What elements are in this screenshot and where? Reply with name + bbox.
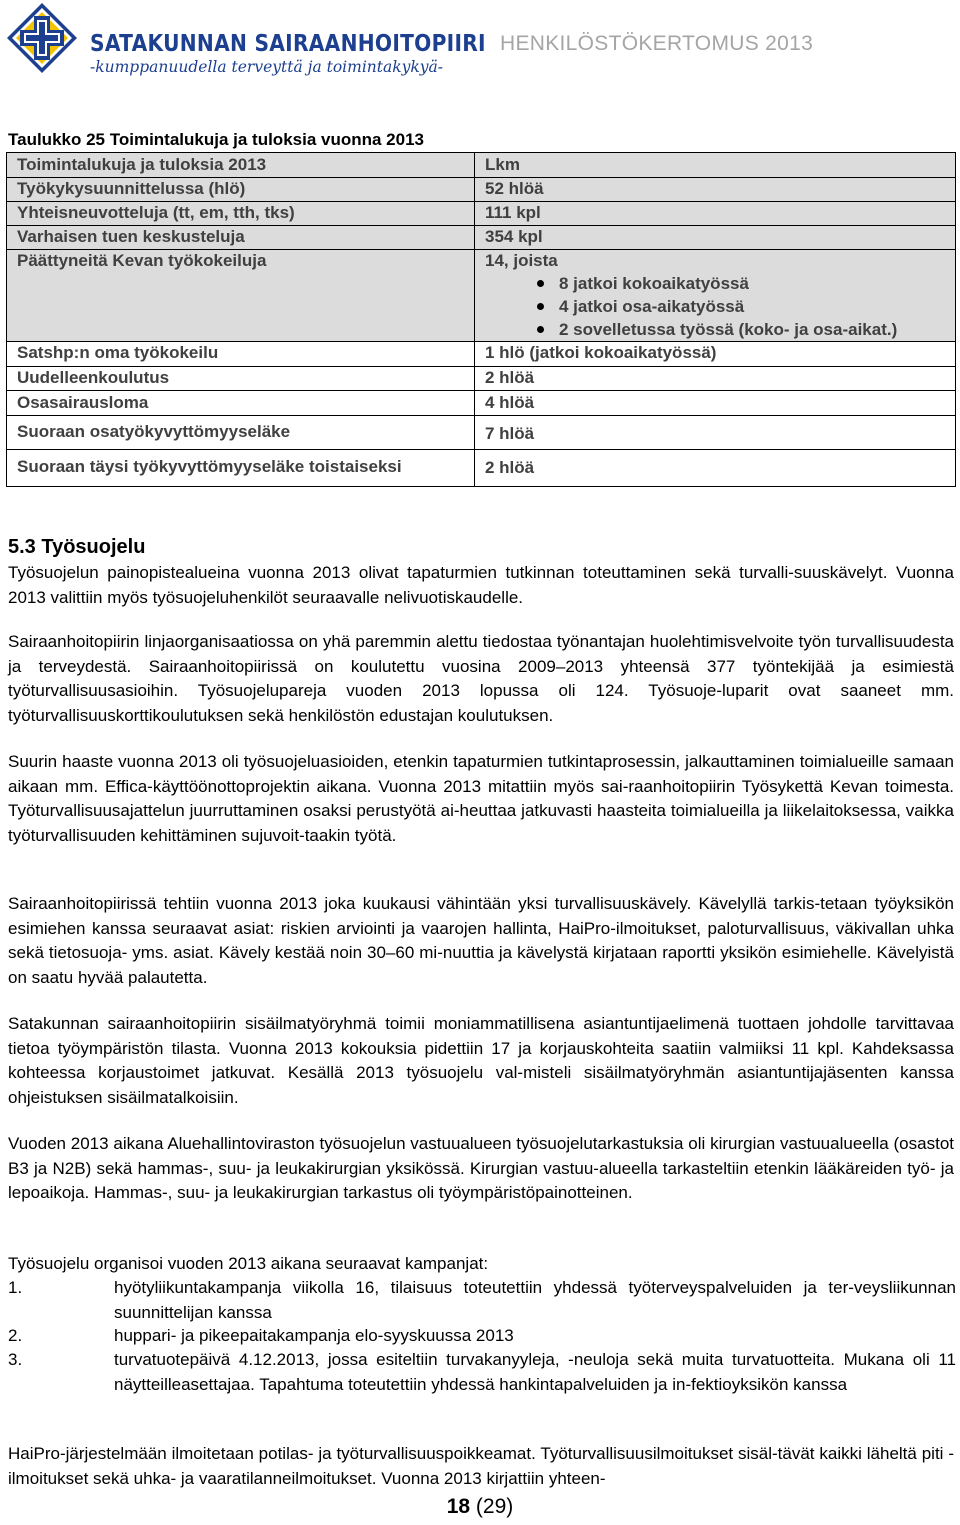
paragraph: Suurin haaste vuonna 2013 oli työsuojeluasioiden, etenkin tapaturmien tutkintaprosessin, jalkauttaminen toimialueille samaan aikaan mm. Effica-käyttöönottoprojektin aikana. Vuonna 2013 mitattiin myös sai-raanhoitopiirin Työsykettä Kevan toimesta. Työturvallisuusajattelun juurruttaminen osaksi perustyötä ai-heuttaa jatkuvasti haasteita toimialueilla ja liikelaitoksessa, vaikka työturvallisuuden kehittäminen sujuvoit-taakin työtä. <box>8 752 954 845</box>
table-row <box>7 367 955 390</box>
paragraph: Satakunnan sairaanhoitopiirin sisäilmatyöryhmä toimii moniammatillisena asiantuntijaelimenä tuottaen johdolle tarvittavaa tietoa työympäristön tilasta. Vuonna 2013 kokouksia pidettiin 17 ja korjauskohteita saatiin valmiiksi 11 kpl. Kahdeksassa kohteessa korjaustoimet jatkuvat. Kesällä 2013 työsuojelu val-misteli sisäilmatyöryhmän asiantuntijajäsenten kanssa ohjeistuksen sisäilmatalkoisiin. <box>8 1014 954 1107</box>
row-value: 111 kpl <box>485 203 541 222</box>
row-value: 2 hlöä <box>485 458 535 477</box>
row-value: 7 hlöä <box>485 424 535 443</box>
organization-logo-text <box>90 30 550 77</box>
table-row <box>7 450 955 486</box>
row-value: 14, joista <box>485 251 558 270</box>
kevan-outcome-list <box>485 272 897 341</box>
list-item: hyötyliikuntakampanja viikolla 16, tilaisuus toteutettiin yhdessä työterveyspalveluiden ja ter-veysliikunnan suunnittelijan kanssa <box>114 1278 956 1322</box>
table-header-row <box>7 153 955 177</box>
list-item: 4 jatkoi osa-aikatyössä <box>485 295 897 318</box>
document-title: HENKILÖSTÖKERTOMUS 2013 <box>500 32 814 55</box>
row-value: 52 hlöä <box>485 179 544 198</box>
list-number: 2. <box>8 1326 23 1345</box>
table-row <box>7 226 955 249</box>
table-row <box>7 202 955 225</box>
row-label: Yhteisneuvotteluja (tt, em, tth, tks) <box>17 203 295 222</box>
list-item: turvatuotepäivä 4.12.2013, jossa esiteltiin turvakanyyleja, -neuloja sekä muita turvatuotteita. Mukana oli 11 näytteilleasettajaa. Tapahtuma toteutettiin yhdessä hankintapalveluiden ja in-fektioyksikön kanssa <box>114 1350 956 1394</box>
paragraph: Sairaanhoitopiirin linjaorganisaatiossa on yhä paremmin alettu tiedostaa työnantajan huolehtimisvelvoite työn turvallisuudesta ja terveydestä. Sairaanhoitopiirissä on koulutettu vuosina 2009–2013 yhteensä 377 työntekijää ja esimiestä työturvallisuusasioihin. Työsuojelupareja vuoden 2013 lopussa oli 124. Työsuoje-luparit ovat saaneet mm. työturvallisuuskorttikoulutuksen sekä henkilöstön edustajan koulutuksen. <box>8 632 954 725</box>
list-item: huppari- ja pikeepaitakampanja elo-syyskuussa 2013 <box>114 1326 514 1345</box>
table-header-label: Toimintalukuja ja tuloksia 2013 <box>17 155 267 174</box>
row-value: 4 hlöä <box>485 393 535 412</box>
row-value: 354 kpl <box>485 227 543 246</box>
total-pages: (29) <box>475 1495 514 1518</box>
cross-logo-icon <box>6 2 78 74</box>
organization-tagline: -kumppanuudella terveyttä ja toimintakykyä- <box>90 58 444 76</box>
organization-name: SATAKUNNAN SAIRAANHOITOPIIRI <box>90 29 486 57</box>
row-label: Työkykysuunnittelussa (hlö) <box>17 179 246 198</box>
page-number <box>0 1493 960 1521</box>
row-label: Uudelleenkoulutus <box>17 368 170 387</box>
page-header <box>0 0 960 90</box>
row-value: 2 hlöä <box>485 368 535 387</box>
table-row <box>7 416 955 449</box>
paragraph: Vuoden 2013 aikana Aluehallintoviraston työsuojelun vastuualueen työsuojelutarkastuksia oli kirurgian vastuualueella (osastot B3 ja N2B) sekä hammas-, suu- ja leukakirurgian yksikössä. Kirurgian vastuu-alueella tarkasteltiin etenkin lääkäreiden työ- ja lepoaikoja. Hammas-, suu- ja leukakirurgian tarkastus oli työympäristöpainotteinen. <box>8 1134 954 1202</box>
paragraph: Sairaanhoitopiirissä tehtiin vuonna 2013 joka kuukausi vähintään yksi turvallisuuskävely. Kävelyllä tarkis-tetaan työyksikön esimiehen kanssa seuraavat asiat: riskien arviointi ja vaarojen hallinta, HaiPro-ilmoitukset, paloturvallisuus, väkivallan uhka sekä tietosuoja- yms. asiat. Kävely kestää noin 30–60 mi-nuuttia ja kävelystä kirjataan raportti yksikön esimiehelle. Kävelyistä on saatu hyvää palautetta. <box>8 894 954 987</box>
campaign-intro: Työsuojelu organisoi vuoden 2013 aikana seuraavat kampanjat: <box>8 1254 489 1273</box>
row-label: Suoraan täysi työkyvyttömyyseläke toistaiseksi <box>17 457 402 476</box>
table-row <box>7 391 955 415</box>
list-item: 2 sovelletussa työssä (koko- ja osa-aikat.) <box>485 318 897 341</box>
section-heading: 5.3 Työsuojelu <box>8 536 146 558</box>
table-header-count: Lkm <box>485 155 520 174</box>
table-row <box>7 250 955 341</box>
list-item: 8 jatkoi kokoaikatyössä <box>485 272 897 295</box>
table-row <box>7 342 955 366</box>
activity-table <box>6 152 956 487</box>
paragraph: HaiPro-järjestelmään ilmoitetaan potilas- ja työturvallisuuspoikkeamat. Työturvallisuusilmoitukset sisäl-tävät kaikki läheltä piti -ilmoitukset sekä uhka- ja vaaratilanneilmoitukset. Vuonna 2013 kirjattiin yhteen- <box>8 1444 954 1488</box>
row-label: Varhaisen tuen keskusteluja <box>17 227 245 246</box>
table-row <box>7 178 955 201</box>
paragraph: Työsuojelun painopistealueina vuonna 2013 olivat tapaturmien tutkinnan toteuttaminen sekä turvalli-suuskävelyt. Vuonna 2013 valittiin myös työsuojeluhenkilöt seuraavalle nelivuotiskaudelle. <box>8 563 954 607</box>
list-number: 3. <box>8 1350 23 1369</box>
list-number: 1. <box>8 1278 23 1297</box>
table-caption: Taulukko 25 Toimintalukuja ja tuloksia vuonna 2013 <box>8 130 424 149</box>
row-label: Suoraan osatyökyvyttömyyseläke <box>17 422 291 441</box>
row-label: Satshp:n oma työkokeilu <box>17 343 219 362</box>
current-page: 18 <box>446 1495 471 1518</box>
row-label: Osasairausloma <box>17 393 149 412</box>
row-label: Päättyneitä Kevan työkokeiluja <box>17 251 267 270</box>
row-value: 1 hlö (jatkoi kokoaikatyössä) <box>485 343 717 362</box>
